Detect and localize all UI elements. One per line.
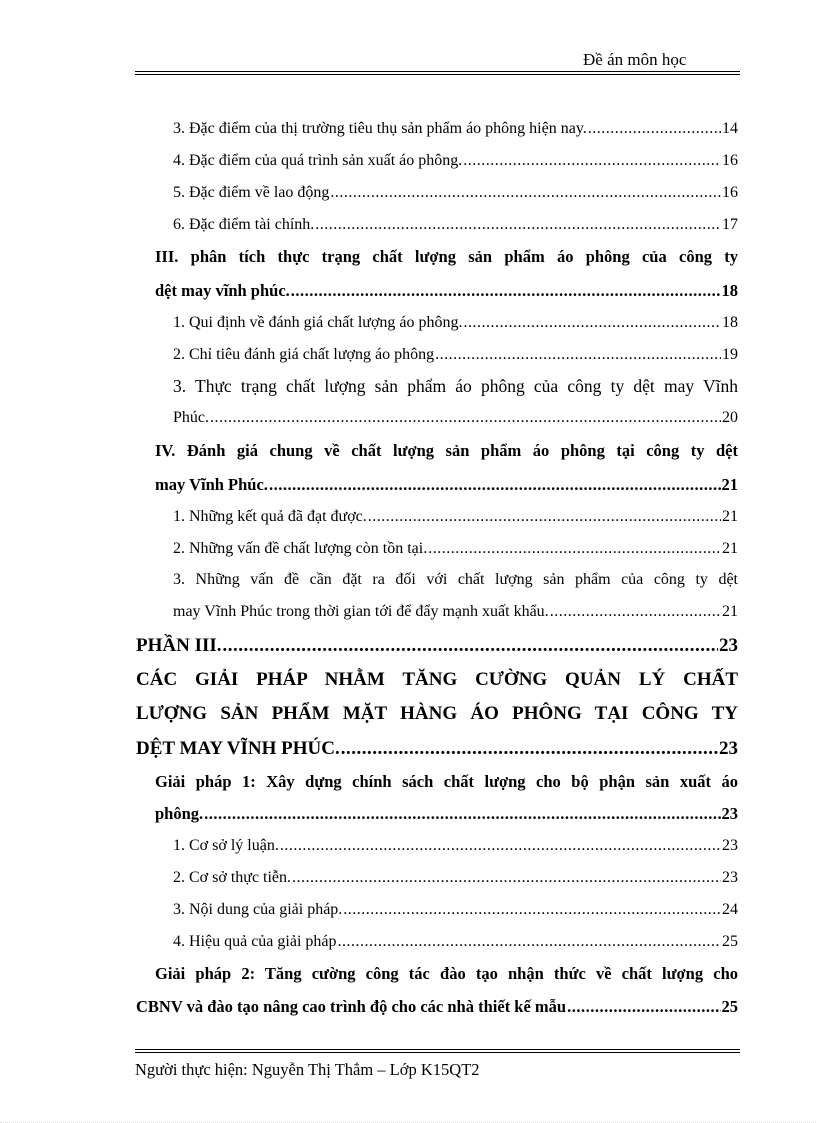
toc-entry[interactable]: 2. Những vấn đề chất lượng còn tồn tại. ..... 21 bbox=[173, 541, 738, 557]
toc-entry[interactable]: 4. Đặc điểm của quá trình sản xuất áo phông. ..... 16 bbox=[173, 153, 738, 169]
toc-entry-line1[interactable]: Giải pháp 2: Tăng cường công tác đào tạo nhận thức về chất lượng cho bbox=[155, 964, 738, 983]
toc-entry-line1[interactable]: Giải pháp 1: Xây dựng chính sách chất lượng cho bộ phận sản xuất áo bbox=[155, 772, 738, 791]
toc-entry[interactable]: may Vĩnh Phúc trong thời gian tới để đẩy mạnh xuất khẩu. ..... 21 bbox=[173, 604, 738, 620]
toc-entry[interactable]: 4. Hiệu quả của giải pháp ..... 25 bbox=[173, 934, 738, 950]
toc-entry[interactable]: 5. Đặc điểm về lao động ..... 16 bbox=[173, 185, 738, 201]
page-footer-author: Người thực hiện: Nguyễn Thị Thắm – Lớp K15QT2 bbox=[135, 1060, 480, 1079]
toc-entry[interactable]: 2. Cơ sở thực tiễn. ..... 23 bbox=[173, 870, 738, 886]
header-rule-bottom bbox=[135, 74, 740, 75]
toc-entry[interactable]: phông. ..... 23 bbox=[155, 806, 738, 823]
toc-entry[interactable]: 6. Đặc điểm tài chính. ..... 17 bbox=[173, 217, 738, 233]
toc-entry-line1[interactable]: III. phân tích thực trạng chất lượng sản phẩm áo phông của công ty bbox=[155, 247, 738, 266]
toc-part-entry[interactable]: DỆT MAY VĨNH PHÚC. ..... 23 bbox=[136, 739, 738, 758]
toc-entry-line1[interactable]: 3. Những vấn đề cần đặt ra đối với chất lượng sản phẩm của công ty dệt bbox=[173, 571, 738, 588]
toc-entry-line1[interactable]: 3. Thực trạng chất lượng sản phẩm áo phông của công ty dệt may Vĩnh bbox=[173, 376, 738, 396]
toc-entry[interactable]: 3. Đặc điểm của thị trường tiêu thụ sản phẩm áo phông hiện nay. ..... 14 bbox=[173, 121, 738, 137]
toc-entry[interactable]: 1. Qui định về đánh giá chất lượng áo phông. ..... 18 bbox=[173, 315, 738, 331]
toc-entry[interactable]: CBNV và đào tạo nâng cao trình độ cho các nhà thiết kế mẫu ..... 25 bbox=[136, 999, 738, 1016]
toc-entry[interactable]: may Vĩnh Phúc. ..... 21 bbox=[155, 477, 738, 494]
toc-entry[interactable]: Phúc. ..... 20 bbox=[173, 410, 738, 426]
toc-entry[interactable]: 3. Nội dung của giải pháp. ..... 24 bbox=[173, 902, 738, 918]
toc-entry[interactable]: 1. Cơ sở lý luận. ..... 23 bbox=[173, 838, 738, 854]
header-rule-top bbox=[135, 71, 740, 72]
toc-part-title-line1[interactable]: CÁC GIẢI PHÁP NHẰM TĂNG CƯỜNG QUẢN LÝ CHẤT bbox=[136, 669, 738, 690]
footer-rule-bottom bbox=[135, 1052, 740, 1053]
toc-entry[interactable]: dệt may vĩnh phúc. ..... 18 bbox=[155, 283, 738, 300]
toc-entry-line1[interactable]: IV. Đánh giá chung về chất lượng sản phẩm áo phông tại công ty dệt bbox=[155, 441, 738, 460]
toc-entry[interactable]: 2. Chỉ tiêu đánh giá chất lượng áo phông ..... 19 bbox=[173, 347, 738, 363]
page-header-title: Đề án môn học bbox=[583, 50, 687, 69]
footer-rule-top bbox=[135, 1049, 740, 1050]
toc-part-title-line2[interactable]: LƯỢNG SẢN PHẨM MẶT HÀNG ÁO PHÔNG TẠI CÔNG TY bbox=[136, 703, 738, 724]
toc-entry[interactable]: 1. Những kết quả đã đạt được. ..... 21 bbox=[173, 509, 738, 525]
toc-part-entry[interactable]: PHẦN III. ..... 23 bbox=[136, 636, 738, 655]
